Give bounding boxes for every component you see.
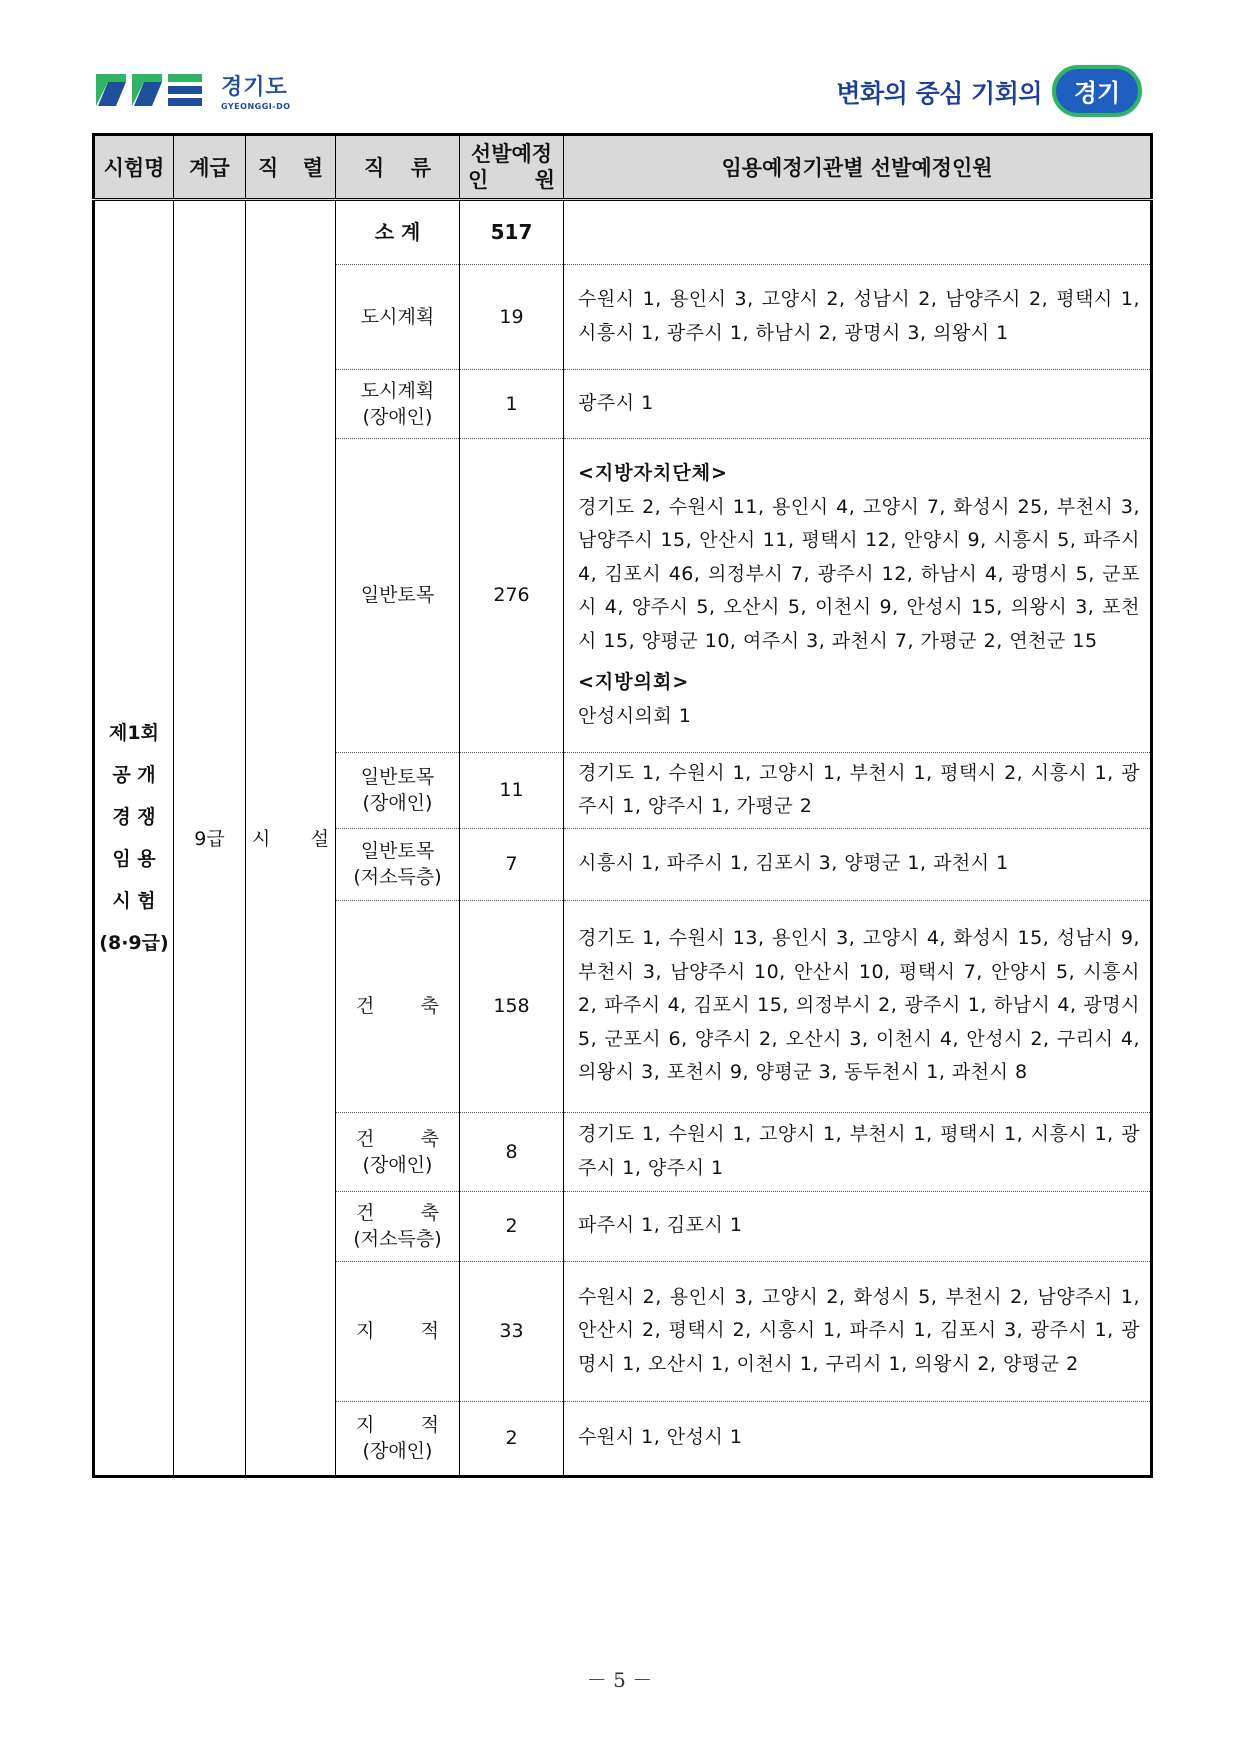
slogan-badge-text: 경기 — [1073, 79, 1121, 107]
org-cell: 수원시 1, 안성시 1 — [564, 1401, 1152, 1476]
kind-cell: 도시계획 (장애인) — [336, 369, 460, 438]
count-cell: 158 — [460, 900, 564, 1112]
exam-name-cell: 제1회 공 개 경 쟁 임 용 시 험 (8·9급) — [94, 201, 174, 1476]
section-title: <지방의회> — [578, 671, 690, 693]
kind-cell: 일반토목 (저소득층) — [336, 828, 460, 900]
kind-cell: 도시계획 — [336, 264, 460, 369]
grade-cell: 9급 — [174, 201, 246, 1476]
section-title: <지방자치단체> — [578, 462, 728, 484]
count-cell: 276 — [460, 438, 564, 752]
kind-cell: 건 축 — [336, 900, 460, 1112]
org-cell: 수원시 1, 용인시 3, 고양시 2, 성남시 2, 남양주시 2, 평택시 1, 시흥시 1, 광주시 1, 하남시 2, 광명시 3, 의왕시 1 — [564, 264, 1152, 369]
count-cell: 8 — [460, 1112, 564, 1191]
page-header — [96, 62, 1146, 122]
kind-cell: 일반토목 — [336, 438, 460, 752]
header-org: 임용예정기관별 선발예정인원 — [564, 135, 1152, 200]
count-cell: 517 — [460, 201, 564, 264]
count-cell: 19 — [460, 264, 564, 369]
table-row — [94, 201, 1152, 264]
org-cell: 경기도 1, 수원시 13, 용인시 3, 고양시 4, 화성시 15, 성남시 9, 부천시 3, 남양주시 10, 안산시 10, 평택시 7, 안양시 5, 시흥시 2, 파주시 4, 김포시 15, 의정부시 2, 광주시 1, 하남시 4, 광명시 5, 군포시 6, 양주시 2, 오산시 3, 이천시 4, 안성시 2, 구리시 4, 의왕시 3, 포천시 9, 양평군 3, 동두천시 1, 과천시 8 — [564, 900, 1152, 1112]
slogan-badge — [1048, 63, 1146, 121]
header-count: 선발예정 인 원 — [460, 135, 564, 200]
table-header-row — [94, 135, 1152, 200]
kind-cell: 건 축 (장애인) — [336, 1112, 460, 1191]
kind-cell: 일반토목 (장애인) — [336, 752, 460, 828]
org-cell: 광주시 1 — [564, 369, 1152, 438]
kind-cell: 지 적 (장애인) — [336, 1401, 460, 1476]
org-cell: 경기도 1, 수원시 1, 고양시 1, 부천시 1, 평택시 2, 시흥시 1, 광주시 1, 양주시 1, 가평군 2 — [564, 752, 1152, 828]
org-cell: <지방자치단체> 경기도 2, 수원시 11, 용인시 4, 고양시 7, 화성시 25, 부천시 3, 남양주시 15, 안산시 11, 평택시 12, 안양시 9, 시흥시 5, 파주시 4, 김포시 46, 의정부시 7, 광주시 12, 하남시 4, 광명시 5, 군포시 4, 양주시 5, 오산시 5, 이천시 9, 안성시 15, 의왕시 3, 포천시 15, 양평군 10, 여주시 3, 과천시 7, 가평군 2, 연천군 15 <지방의회> 안성시의회 1 — [564, 438, 1152, 752]
header-series: 직 렬 — [246, 135, 336, 200]
logo-english-text: GYEONGGI-DO — [221, 102, 291, 111]
kind-cell: 건 축 (저소득층) — [336, 1191, 460, 1261]
org-cell: 시흥시 1, 파주시 1, 김포시 3, 양평군 1, 과천시 1 — [564, 828, 1152, 900]
header-kind: 직 류 — [336, 135, 460, 200]
header-exam: 시험명 — [94, 135, 174, 200]
header-grade: 계급 — [174, 135, 246, 200]
count-cell: 2 — [460, 1401, 564, 1476]
recruitment-table — [92, 133, 1153, 1478]
kind-cell: 지 적 — [336, 1261, 460, 1401]
slogan — [836, 62, 1146, 122]
kind-cell: 소 계 — [336, 201, 460, 264]
org-cell: 경기도 1, 수원시 1, 고양시 1, 부천시 1, 평택시 1, 시흥시 1, 광주시 1, 양주시 1 — [564, 1112, 1152, 1191]
count-cell: 1 — [460, 369, 564, 438]
count-cell: 7 — [460, 828, 564, 900]
logo-korean-text: 경기도 — [221, 75, 288, 100]
org-cell — [564, 201, 1152, 264]
gyeonggi-logo-icon — [96, 70, 211, 110]
count-cell: 11 — [460, 752, 564, 828]
org-cell: 파주시 1, 김포시 1 — [564, 1191, 1152, 1261]
count-cell: 2 — [460, 1191, 564, 1261]
org-cell: 수원시 2, 용인시 3, 고양시 2, 화성시 5, 부천시 2, 남양주시 1, 안산시 2, 평택시 2, 시흥시 1, 파주시 1, 김포시 3, 광주시 1, 광명시 1, 오산시 1, 이천시 1, 구리시 1, 의왕시 2, 양평군 2 — [564, 1261, 1152, 1401]
series-cell: 시 설 — [246, 201, 336, 1476]
count-cell: 33 — [460, 1261, 564, 1401]
slogan-text: 변화의 중심 기회의 — [836, 79, 1042, 108]
page-number: － 5 － — [586, 1668, 653, 1692]
gyeonggi-logo — [96, 70, 306, 110]
